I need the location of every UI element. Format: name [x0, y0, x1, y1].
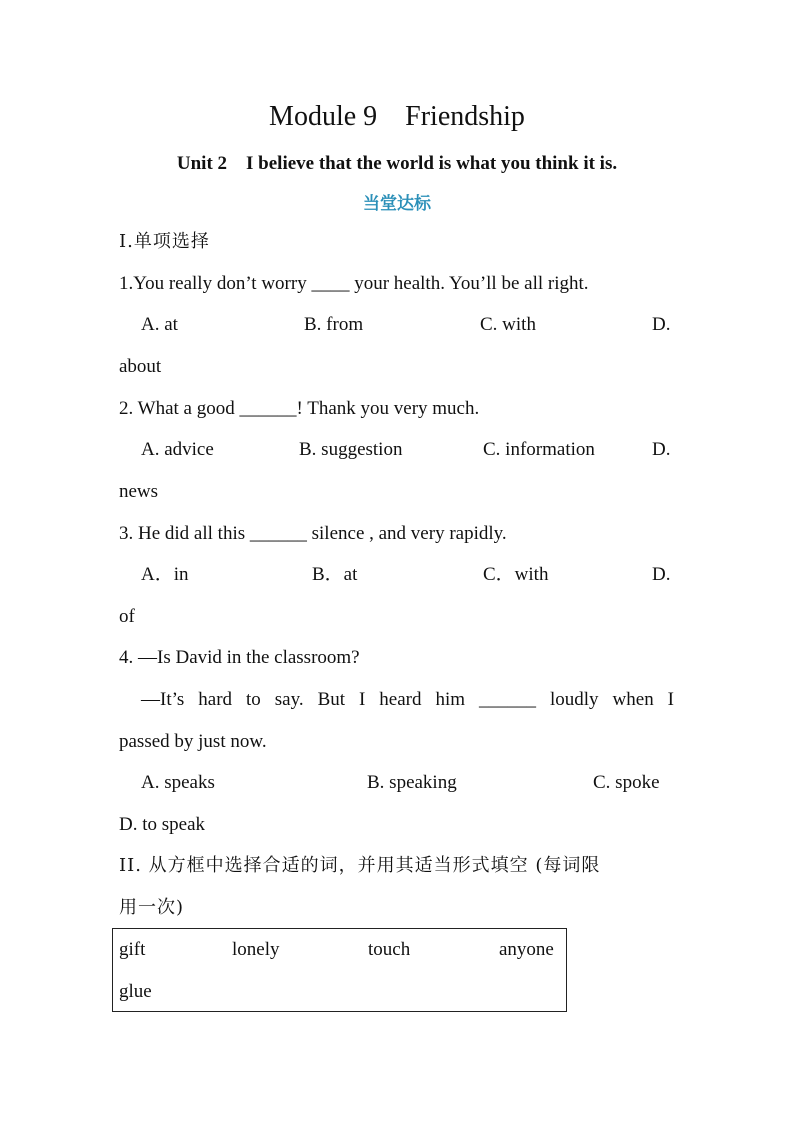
word-box-item: anyone	[499, 939, 554, 960]
q1-option-c: C. with	[480, 314, 536, 335]
word-box-item: lonely	[232, 939, 280, 960]
q2-option-d-word: news	[119, 481, 159, 502]
page-title: Module 9 Friendship	[269, 101, 525, 132]
q3-option-a: A．in	[141, 564, 189, 585]
word-box-item: touch	[368, 939, 411, 960]
q4-option-d: D. to speak	[119, 814, 206, 835]
q4-option-c: C. spoke	[593, 772, 660, 793]
q4-option-b: B. speaking	[367, 772, 457, 793]
q3-option-b: B．at	[312, 564, 358, 585]
q1-stem: 1.You really don’t worry ____ your health. You’ll be all right.	[119, 273, 589, 294]
q4-line2: —It’s hard to say. But I heard him ______ loudly when I	[141, 689, 674, 710]
q1-option-d-label: D.	[652, 314, 671, 335]
q2-option-c: C. information	[483, 439, 595, 460]
unit-subtitle: Unit 2 I believe that the world is what you think it is.	[176, 153, 618, 174]
q2-option-d-label: D.	[652, 439, 671, 460]
part2-heading-line1: II. 从方框中选择合适的词，并用其适当形式填空 (每词限	[119, 855, 601, 876]
q2-option-b: B. suggestion	[299, 439, 403, 460]
part1-heading: I.单项选择	[119, 231, 210, 252]
q2-option-a: A. advice	[141, 439, 214, 460]
q2-stem: 2. What a good ______! Thank you very much.	[119, 398, 480, 419]
q1-option-a: A. at	[141, 314, 178, 335]
word-box-item: glue	[119, 981, 152, 1002]
section-tag: 当堂达标	[363, 194, 431, 214]
q3-option-c: C．with	[483, 564, 549, 585]
word-box-item: gift	[119, 939, 146, 960]
q1-option-b: B. from	[304, 314, 364, 335]
q4-stem: 4. —Is David in the classroom?	[119, 647, 360, 668]
q3-stem: 3. He did all this ______ silence , and very rapidly.	[119, 523, 507, 544]
q4-line3: passed by just now.	[119, 731, 267, 752]
q3-option-d-label: D.	[652, 564, 671, 585]
part2-heading-line2: 用一次)	[119, 897, 185, 918]
q4-option-a: A. speaks	[141, 772, 215, 793]
q3-option-d-word: of	[119, 606, 135, 627]
q1-option-d-word: about	[119, 356, 162, 377]
